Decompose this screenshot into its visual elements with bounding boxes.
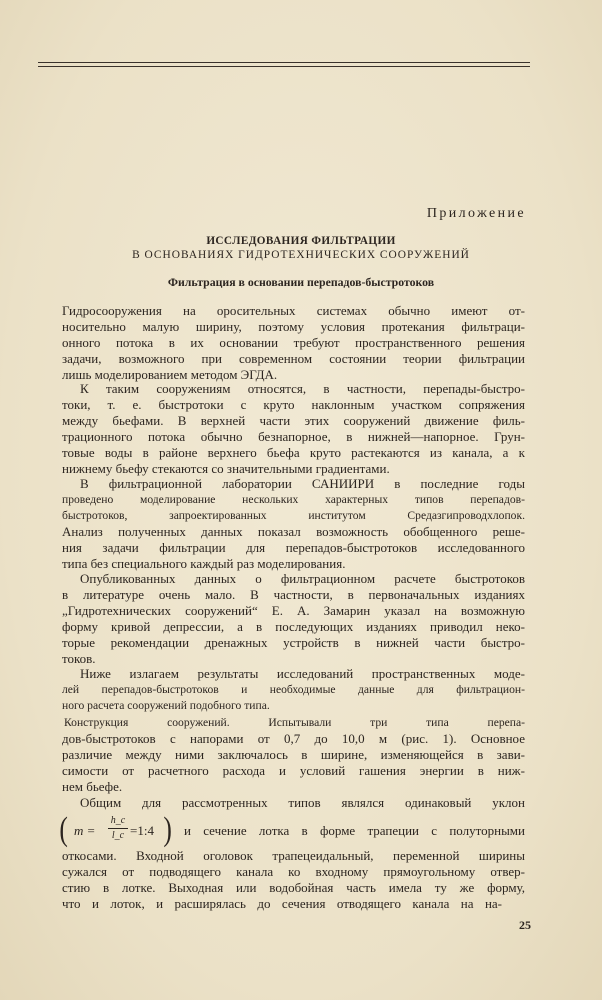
- text-line: в литературе очень мало. В частности, в первоначальных изданиях: [62, 587, 525, 602]
- formula-ratio: =1:4: [130, 823, 154, 838]
- formula-denominator: l_c: [111, 830, 125, 841]
- text-line: откосами. Входной оголовок трапецеидальный, переменной ширины: [62, 848, 525, 863]
- section-heading: Фильтрация в основании перепадов-быстротоков: [167, 275, 435, 289]
- text-line: типа без специального каждый раз моделирования.: [62, 556, 346, 571]
- right-paren: ): [163, 811, 172, 848]
- text-line: ного расчета сооружений подобного типа.: [62, 699, 270, 712]
- text-line: быстротоков, запроектированных институтом Средазгипроводхлопок.: [62, 509, 525, 522]
- text-line: Анализ полученных данных показал возможность обобщенного реше-: [62, 524, 525, 539]
- appendix-label: Приложение: [426, 206, 526, 221]
- text-line: лей перепадов-быстротоков и необходимые данные для фильтрацион-: [62, 683, 525, 696]
- formula-m: m =: [74, 823, 96, 838]
- text-line: трационного потока обычно безнапорное, в нижней—напорное. Грун-: [62, 429, 525, 444]
- document-subtitle: В ОСНОВАНИЯХ ГИДРОТЕХНИЧЕСКИХ СООРУЖЕНИЙ: [132, 249, 470, 261]
- text-line: Опубликованных данных о фильтрационном расчете быстротоков: [80, 571, 525, 586]
- page-number: 25: [519, 918, 531, 932]
- formula-fraction: [108, 814, 128, 843]
- formula-numerator: h_c: [108, 814, 128, 829]
- text-line: Гидросооружения на оросительных системах обычно имеют от-: [62, 303, 525, 318]
- text-line: нижнему бьефу стекаются со значительными градиентами.: [62, 461, 390, 476]
- document-title: ИССЛЕДОВАНИЯ ФИЛЬТРАЦИИ: [206, 235, 396, 247]
- text-line: проведено моделирование нескольких характерных типов перепадов-: [62, 493, 525, 506]
- text-line: токи, т. е. быстротоки с круто наклонным участком сопряжения: [62, 397, 525, 412]
- text-line: Общим для рассмотренных типов являлся одинаковый уклон: [80, 795, 525, 810]
- text-line: торые рекомендации дренажных устройств в нижней части быстро-: [62, 635, 525, 650]
- text-line: что и лоток, и расширялась до сечения отводящего канала на на-: [62, 896, 502, 911]
- text-line: товые воды в районе верхнего бьефа круто растекаются из канала, а к: [62, 445, 525, 460]
- text-line: задачи, возможного при современном состоянии теории фильтрации: [62, 351, 525, 366]
- text-line: „Гидротехнических сооружений“ Е. А. Замарин указал на возможную: [62, 603, 525, 618]
- text-line: нем бьефе.: [62, 779, 123, 794]
- text-line: форму кривой депрессии, а в последующих изданиях приводил неко-: [62, 619, 525, 634]
- text-line: сужался от подводящего канала ко входному прямоугольному отвер-: [62, 864, 525, 879]
- formula-tail: и сечение лотка в форме трапеции с полуторными: [184, 823, 525, 838]
- top-rule: [38, 62, 530, 63]
- text-line: лишь моделированием методом ЭГДА.: [62, 367, 278, 382]
- text-line: дов-быстротоков с напорами от 0,7 до 10,0 м (рис. 1). Основное: [62, 731, 525, 746]
- formula-line: [59, 810, 525, 850]
- text-line: различие между ними заключалось в ширине, изменяющейся в зави-: [62, 747, 525, 762]
- text-line: В фильтрационной лаборатории САНИИРИ в последние годы: [80, 476, 525, 491]
- text-line: онного потока в их основании требуют пространственного решения: [62, 335, 525, 350]
- text-line: симости от расчетного расхода и условий гашения энергии в ниж-: [62, 763, 525, 778]
- text-line: Ниже излагаем результаты исследований пространственных моде-: [80, 666, 525, 681]
- text-line: Конструкция сооружений. Испытывали три типа перепа-: [64, 716, 525, 729]
- text-line: между бьефами. В верхней части этих сооружений движение филь-: [62, 413, 525, 428]
- text-line: К таким сооружениям относятся, в частности, перепады-быстро-: [80, 381, 525, 396]
- text-line: ния задачи фильтрации для перепадов-быстротоков исследованного: [62, 540, 525, 555]
- left-paren: (: [59, 811, 68, 848]
- text-line: токов.: [62, 651, 96, 666]
- text-line: стию в лотке. Выходная или водобойная часть имела ту же форму,: [62, 880, 525, 895]
- text-line: носительно малую ширину, поэтому условия протекания фильтраци-: [62, 319, 525, 334]
- top-rule-second: [38, 66, 530, 67]
